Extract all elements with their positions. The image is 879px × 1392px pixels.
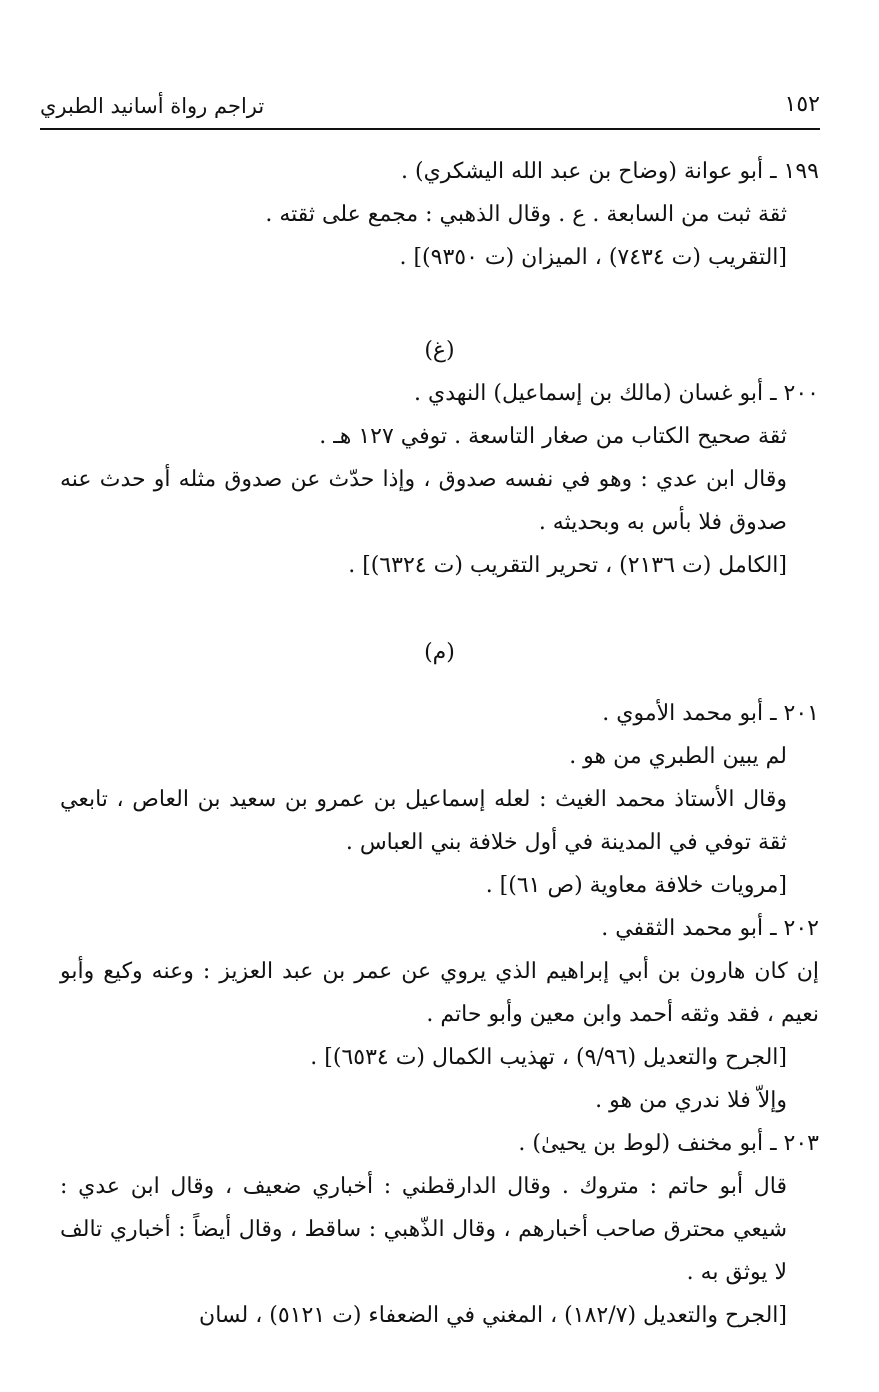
entry-203-sources: [الجرح والتعديل (١٨٢/٧) ، المغني في الضعفاء (ت ٥١٢١) ، لسان	[199, 1303, 787, 1328]
entry-201-text: لم يبين الطبري من هو .	[569, 744, 787, 769]
entry-202-note: وإلاّ فلا ندري من هو .	[595, 1088, 787, 1113]
entry-202-text: إن كان هارون بن أبي إبراهيم الذي يروي عن عمر بن عبد العزيز : وعنه وكيع وأبو نعيم ، فقد وثقه أحمد وابن معين وأبو حاتم .	[60, 959, 819, 1027]
entry-200-text: ثقة صحيح الكتاب من صغار التاسعة . توفي ١٢٧ هـ .	[319, 424, 787, 449]
entry-200-quote: وقال ابن عدي : وهو في نفسه صدوق ، وإذا حدّث عن صدوق مثله أو حدث عنه صدوق فلا بأس به وبحديثه .	[60, 467, 787, 535]
entry-200-sources: [الكامل (ت ٢١٣٦) ، تحرير التقريب (ت ٦٣٢٤)] .	[348, 553, 787, 578]
running-title: تراجم رواة أسانيد الطبري	[40, 94, 265, 118]
entry-202-sources: [الجرح والتعديل (٩/٩٦) ، تهذيب الكمال (ت ٦٥٣٤)] .	[310, 1045, 787, 1070]
entry-201-heading: ٢٠١ ـ أبو محمد الأموي .	[602, 701, 819, 726]
entry-199-text: ثقة ثبت من السابعة . ع . وقال الذهبي : مجمع على ثقته .	[265, 202, 787, 227]
page-header	[40, 92, 820, 130]
section-heading-mim: (م)	[424, 640, 455, 665]
entry-201-sources: [مرويات خلافة معاوية (ص ٦١)] .	[485, 873, 787, 898]
entry-201-quote: وقال الأستاذ محمد الغيث : لعله إسماعيل بن عمرو بن سعيد بن العاص ، تابعي ثقة توفي في المدينة في أول خلافة بني العباس .	[60, 787, 787, 855]
section-heading-ghain: (غ)	[424, 338, 455, 363]
page-body	[60, 150, 819, 1337]
entry-203-heading: ٢٠٣ ـ أبو مخنف (لوط بن يحيىٰ) .	[518, 1131, 819, 1156]
entry-203-text: قال أبو حاتم : متروك . وقال الدارقطني : أخباري ضعيف ، وقال ابن عدي : شيعي محترق صاحب أخبارهم ، وقال الذّهبي : ساقط ، وقال أيضاً : أخباري تالف لا يوثق به .	[60, 1174, 787, 1285]
entry-202-heading: ٢٠٢ ـ أبو محمد الثقفي .	[601, 916, 819, 941]
entry-199-heading: ١٩٩ ـ أبو عوانة (وضاح بن عبد الله اليشكري) .	[401, 159, 819, 184]
entry-199-sources: [التقريب (ت ٧٤٣٤) ، الميزان (ت ٩٣٥٠)] .	[399, 245, 787, 270]
entry-200-heading: ٢٠٠ ـ أبو غسان (مالك بن إسماعيل) النهدي .	[414, 381, 819, 406]
page-number: ١٥٢	[784, 92, 820, 117]
